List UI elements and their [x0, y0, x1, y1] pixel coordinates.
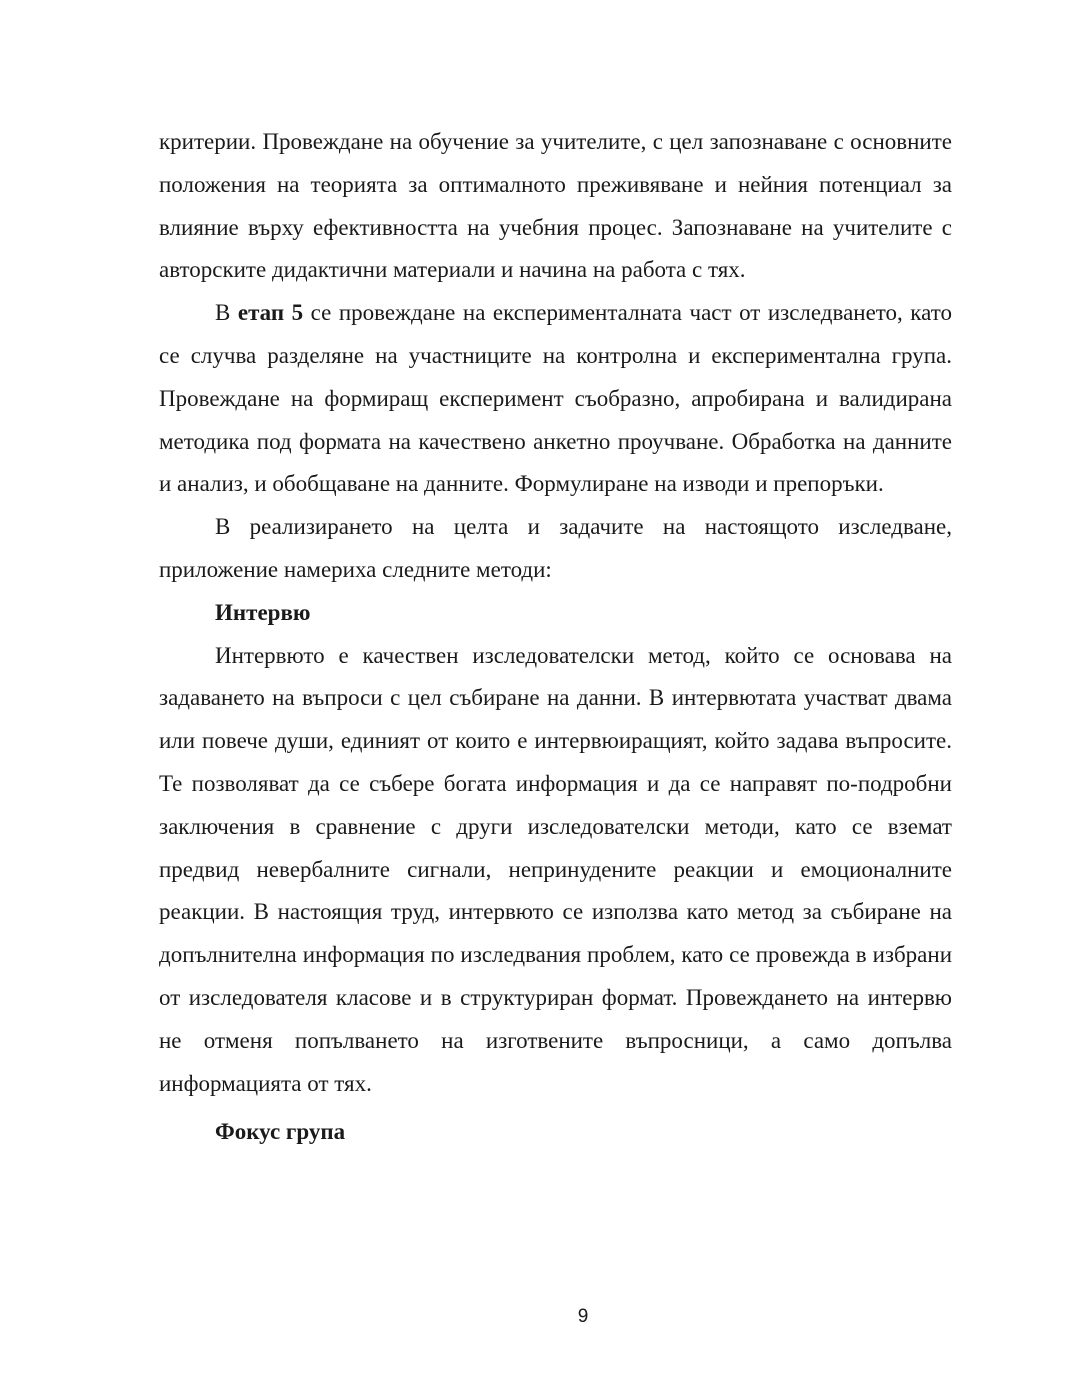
paragraph-1: критерии. Провеждане на обучение за учителите, с цел запознаване с основните положения на теорията за оптималното преживяване и нейния потенциал за влияние върху ефективността на учебния процес. Запознаване на учителите с авторските дидактични материали и начина на работа с тях. [159, 129, 952, 283]
paragraph-2 [159, 292, 952, 506]
heading-interview: Интервю [215, 599, 311, 625]
page-body [159, 121, 952, 1154]
page-number: 9 [577, 1306, 589, 1327]
paragraph-2-prefix: В [215, 300, 238, 326]
paragraph-3: В реализирането на целта и задачите на настоящото изследване, приложение намериха следните методи: [159, 514, 952, 582]
paragraph-2-text: се провеждане на експерименталната част от изследването, като се случва разделяне на участниците на контролна и експериментална група. Провеждане на формиращ експеримент съобразно, апробирана и валидирана методика под формата на качествено анкетно проучване. Обработка на данните и анализ, и обобщаване на данните. Формулиране на изводи и препоръки. [159, 300, 952, 497]
stage-5-label: етап 5 [237, 300, 304, 326]
paragraph-interview: Интервюто е качествен изследователски метод, който се основава на задаването на въпроси с цел събиране на данни. В интервютата участват двама или повече души, единият от които е интервюиращият, който задава въпросите. Те позволяват да се събере богата информация и да се направят по-подробни заключения в сравнение с други изследователски методи, като се вземат предвид невербалните сигнали, непринудените реакции и емоционалните реакции. В настоящия труд, интервюто се използва като метод за събиране на допълнителна информация по изследвания проблем, като се провежда в избрани от изследователя класове и в структуриран формат. Провеждането на интервю не отменя попълването на изготвените въпросници, а само допълва информацията от тях. [159, 642, 952, 1096]
heading-focus-group: Фокус група [215, 1119, 346, 1145]
